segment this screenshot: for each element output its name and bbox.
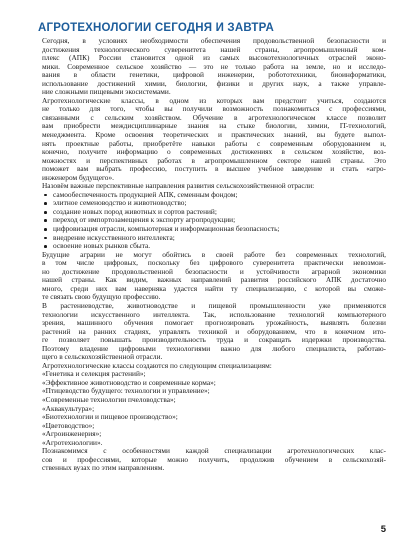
paragraph-future-agrarians <box>32 251 386 302</box>
text-line: можностях и перспективных работах в агропромышленном секторе нашей страны. Это <box>42 156 386 165</box>
text-line: мики. Современное сельское хозяйство — это не только работа на земле, но и исследо- <box>42 62 386 71</box>
page-title: АГРОТЕХНОЛОГИИ СЕГОДНЯ И ЗАВТРА <box>38 22 274 34</box>
text-line: Поэтому владение цифровыми технологиями важно для любого специалиста, работаю- <box>42 344 386 353</box>
text-line: Агротехнологические классы, в одном из которых вам предстоит учиться, создаются <box>42 96 386 105</box>
text-line: нашей страны. Как видим, важных направлений развития российского АПК достаточно <box>42 276 386 285</box>
list-item: «Цветоводство»; <box>42 420 95 430</box>
list-item: «Аквакультура»; <box>42 403 95 413</box>
list-item: переход от импортозамещения к экспорту агропродукции; <box>32 216 386 225</box>
text-line: ние сложными пищевыми экосистемами. <box>42 88 171 97</box>
text-line: нять проектные работы, приобретёте навыки работы с современным оборудованием и, <box>42 139 386 148</box>
list-item: «Агротехнологии». <box>42 437 103 447</box>
text-line: сов и профессиями, которые можно получить, продолжив обучением в сельскохозяй- <box>42 455 386 464</box>
directions-list <box>32 191 386 251</box>
list-item: внедрение искусственного интеллекта; <box>32 234 386 243</box>
text-line: технологии искусственного интеллекта. Так, использование технологий компьютерного <box>42 310 386 319</box>
text-line: но достижение продовольственной безопасности и устойчивости аграрной экономики <box>42 267 386 276</box>
text-line: щего в сельскохозяйственной отрасли. <box>42 353 163 362</box>
text-line: в том числе цифровых, поскольку без цифрового суверенитета практически невозмож- <box>42 259 386 268</box>
text-line: конечно, получите информацию о современных достижениях в сельском хозяйстве, воз- <box>42 148 386 157</box>
list-item: «Биотехнологии и пищевое производство»; <box>42 412 178 422</box>
text-line: ственных вузах по этим направлениям. <box>42 464 165 473</box>
specializations-list <box>32 370 386 447</box>
text-line: не только для того, чтобы вы получили возможность познакомиться с профессиями, <box>42 105 386 114</box>
list-item: освоение новых рынков сбыта. <box>32 242 386 251</box>
paragraph-agro-classes <box>32 97 386 182</box>
text-line: Сегодня, в условиях необходимости обеспечения продовольственной безопасности и <box>42 37 386 45</box>
list-item: «Птицеводство будущего: технологии и управление»; <box>42 386 210 396</box>
text-line: зрения, машинного обучения помогает прогнозировать урожайность, выявлять болезни <box>42 319 386 328</box>
text-line: Будущие аграрии не могут обойтись в своей работе без современных технологий, <box>42 250 386 259</box>
list-item: «Агроинженерия»; <box>42 429 102 439</box>
paragraph-ai-technologies <box>32 302 386 362</box>
list-item: элитное семеноводство и животноводство; <box>32 199 386 208</box>
text-line: плекс (АПК) России становится одной из самых высокотехнологичных отраслей эконо- <box>42 54 386 63</box>
paragraph-intro <box>32 37 386 97</box>
text-line: вания в области генетики, цифровой инженерии, робототехники, биоинформатики, <box>42 71 386 80</box>
list-item: «Генетика и селекция растений»; <box>42 369 146 379</box>
list-item: «Современные технологии пчеловодства»; <box>42 394 176 404</box>
text-line: менеджмента. Кроме освоения теоретических и практических знаний, вы будете выпол- <box>42 131 386 140</box>
list-item: цифровизация отрасли, компьютерная и информационная безопасность; <box>32 225 386 234</box>
paragraph-conclusion <box>32 447 386 473</box>
text-line: поможет вам выбрать профессию, поступить в высшее учебное заведение и стать «агро- <box>42 165 386 174</box>
list-item: «Эффективное животноводство и современные корма»; <box>42 377 216 387</box>
page-content <box>32 37 386 473</box>
page-number: 5 <box>380 524 386 535</box>
text-line: В растениеводстве, животноводстве и пищевой промышленности уже применяются <box>42 301 386 310</box>
text-line: растений на ранних стадиях, управлять техникой и оборудованием, что в конечном ито- <box>42 327 386 336</box>
text-line: связанными с сельским хозяйством. Обучение в агротехнологическом классе позволит <box>42 113 386 122</box>
text-line: Познакомимся с особенностями каждой специализации агротехнологических клас- <box>42 447 386 456</box>
text-line: вам приобрести междисциплинарные знания на стыке биологии, химии, IT-технологий, <box>42 122 386 131</box>
text-line: те связать свою будущую профессию. <box>42 293 161 302</box>
text-line: достижения технологического суверенитета нашей страны, агропромышленный ком- <box>42 45 386 54</box>
text-line: ге позволяет повышать производительность труда и сокращать издержки производства. <box>42 336 386 345</box>
text-line: много, среди них вам наверняка удастся найти ту специализацию, с которой вы сможе- <box>42 284 386 293</box>
list-item: создание новых пород животных и сортов растений; <box>32 208 386 217</box>
list-item: самообеспеченность продукцией АПК, семенным фондом; <box>32 191 386 200</box>
text-line: использование достижений химии, биологии, физики и других наук, а также управле- <box>42 79 386 88</box>
text-line: Назовём важные перспективные направления развития сельскохозяйственной отрасли: <box>42 182 315 191</box>
text-line: инженером будущего». <box>42 173 114 182</box>
text-line: Агротехнологические классы создаются по следующим специализациям: <box>42 361 272 370</box>
